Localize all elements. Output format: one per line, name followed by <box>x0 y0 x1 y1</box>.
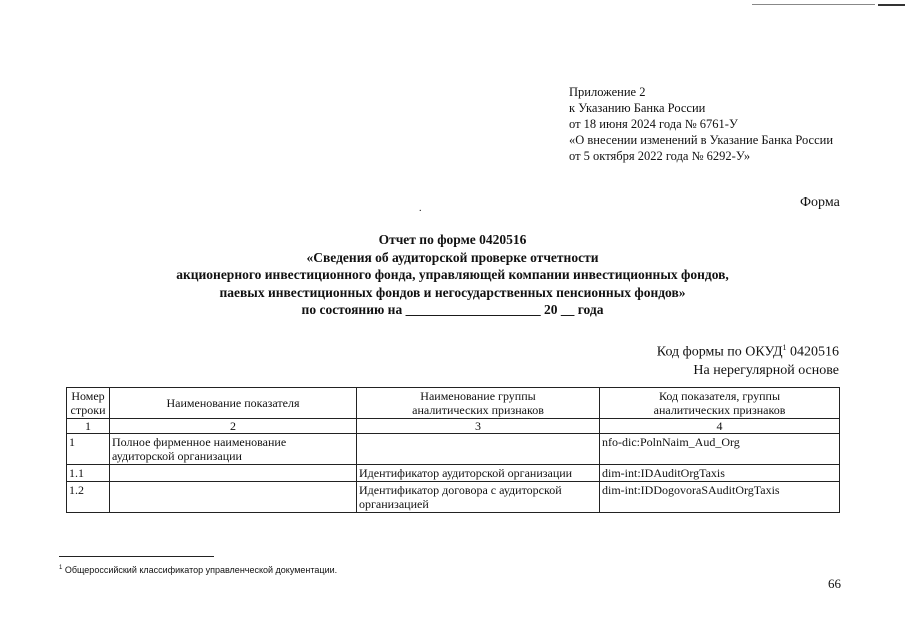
header-code-line-2: аналитических признаков <box>653 403 786 417</box>
title-line-5: по состоянию на ____________________ 20 __ года <box>301 302 604 318</box>
okud-periodicity: На нерегулярной основе <box>693 362 839 378</box>
footnote-separator <box>59 556 214 557</box>
header-code-line-1: Код показателя, группы <box>658 389 781 403</box>
indicator-name <box>110 434 357 465</box>
okud-footnote-mark: 1 <box>782 343 787 352</box>
title-line-1: Отчет по форме 0420516 <box>378 232 527 247</box>
header-group-name-line-1: Наименование группы <box>420 389 536 403</box>
header-row-number-line-2: строки <box>70 403 106 417</box>
appendix-line-3: от 18 июня 2024 года № 6761-У <box>569 117 738 131</box>
column-number: 2 <box>110 419 357 434</box>
column-number-row <box>67 419 840 434</box>
stray-dot: . <box>419 203 422 214</box>
table-header-row <box>67 388 840 419</box>
column-number: 1 <box>67 419 110 434</box>
title-line-3: акционерного инвестиционного фонда, управляющей компании инвестиционных фондов, <box>176 267 729 283</box>
footnote-mark: 1 <box>59 565 63 571</box>
row-number: 1 <box>67 434 110 465</box>
form-label: Форма <box>800 195 840 210</box>
page-number: 66 <box>828 576 841 591</box>
header-indicator-name: Наименование показателя <box>110 388 357 419</box>
row-number: 1.1 <box>67 465 110 482</box>
title-line-4: паевых инвестиционных фондов и негосударственных пенсионных фондов» <box>219 284 686 300</box>
column-number: 4 <box>600 419 840 434</box>
header-row-number-line-1: Номер <box>71 389 105 403</box>
footnote <box>59 565 337 575</box>
table-row <box>67 465 840 482</box>
indicator-code: dim-int:IDDogovoraSAuditOrgTaxis <box>600 482 840 513</box>
footnote-text: Общероссийский классификатор управленческой документации. <box>62 565 338 575</box>
top-rule <box>752 4 875 5</box>
report-title <box>0 231 905 319</box>
report-table <box>66 387 840 513</box>
group-name: Идентификатор договора с аудиторской организацией <box>357 482 600 513</box>
appendix-line-5: от 5 октября 2022 года № 6292-У» <box>569 149 751 163</box>
indicator-code: dim-int:IDAuditOrgTaxis <box>600 465 840 482</box>
indicator-name <box>110 465 357 482</box>
column-number: 3 <box>357 419 600 434</box>
header-code <box>600 388 840 419</box>
appendix-line-4: «О внесении изменений в Указание Банка России <box>569 133 834 147</box>
header-group-name <box>357 388 600 419</box>
okud-prefix: Код формы по ОКУД <box>656 344 783 360</box>
header-group-name-line-2: аналитических признаков <box>412 403 544 417</box>
indicator-name-line-1: Полное фирменное наименование <box>112 435 287 449</box>
appendix-line-1: Приложение 2 <box>569 85 646 99</box>
table-row <box>67 434 840 465</box>
indicator-name <box>110 482 357 513</box>
okud-code: 0420516 <box>786 344 839 360</box>
indicator-code: nfo-dic:PolnNaim_Aud_Org <box>600 434 840 465</box>
okud-code-line <box>560 339 839 362</box>
indicator-name-line-2: аудиторской организации <box>112 449 242 463</box>
top-rule-dark <box>878 4 905 6</box>
okud-block <box>560 339 839 380</box>
group-name <box>357 434 600 465</box>
header-row-number <box>67 388 110 419</box>
group-name: Идентификатор аудиторской организации <box>357 465 600 482</box>
table-row <box>67 482 840 513</box>
row-number: 1.2 <box>67 482 110 513</box>
appendix-line-2: к Указанию Банка России <box>569 101 706 115</box>
appendix-block <box>569 84 833 164</box>
title-line-2: «Сведения об аудиторской проверке отчетности <box>306 249 599 265</box>
